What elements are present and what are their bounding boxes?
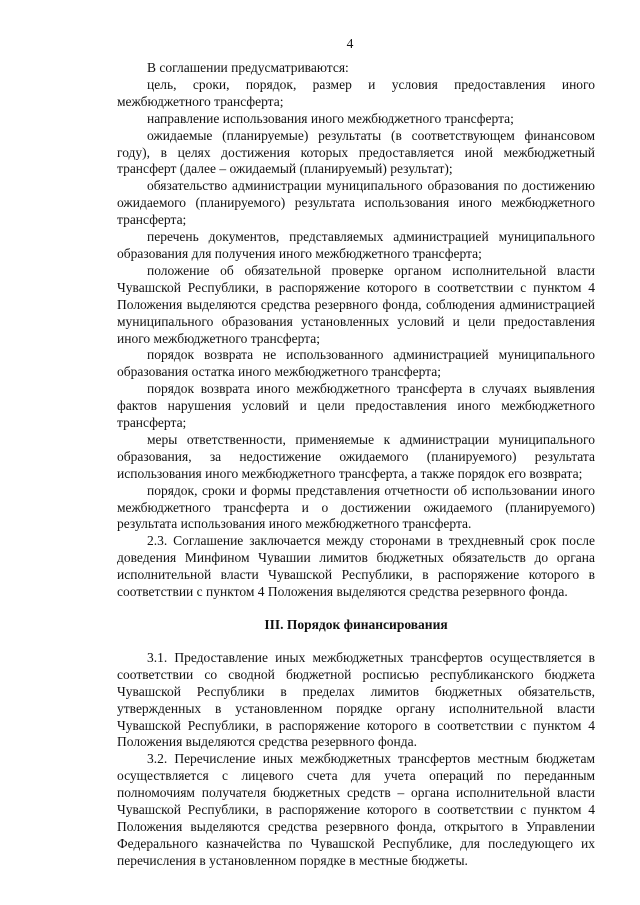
agreement-item: перечень документов, представляемых администрацией муниципального образования для получения иного межбюджетного трансферта; — [117, 229, 595, 261]
agreement-item: ожидаемые (планируемые) результаты (в соответствующем финансовом году), в целях достижения которых предоставляется иной межбюджетный трансферт (далее – ожидаемый (планируемый) результат); — [117, 127, 595, 177]
section-heading: III. Порядок финансирования — [264, 617, 448, 632]
agreement-item: направление использования иного межбюджетного трансферта; — [147, 110, 514, 126]
agreement-item: меры ответственности, применяемые к администрации муниципального образования, за недостижение ожидаемого (планируемого) результата использования иного межбюджетного трансферта, а также порядок его возврата; — [117, 431, 595, 481]
agreement-item: порядок, сроки и формы представления отчетности об использовании иного межбюджетного трансферта и о достижении ожидаемого (планируемого) результата использования иного межбюджетного трансферта. — [117, 482, 595, 532]
clause-2-3: 2.3. Соглашение заключается между сторонами в трехдневный срок после доведения Минфином Чувашии лимитов бюджетных обязательств до органа исполнительной власти Чувашской Республики, в распоряжение которого в соответствии с пунктом 4 Положения выделяются средства резервного фонда. — [117, 533, 595, 600]
clause-3-1: 3.1. Предоставление иных межбюджетных трансфертов осуществляется в соответствии со сводной бюджетной росписью республиканского бюджета Чувашской Республики в пределах лимитов бюджетных обязательств, утвержденных в установленном порядке органу исполнительной власти Чувашской Республики, в распоряжение которого в соответствии с пунктом 4 Положения выделяются средства резервного фонда. — [117, 649, 595, 750]
page-number: 4 — [346, 36, 354, 51]
agreement-item: обязательство администрации муниципального образования по достижению ожидаемого (планируемого) результата использования иного межбюджетного трансферта; — [117, 178, 595, 228]
agreement-item: цель, сроки, порядок, размер и условия предоставления иного межбюджетного трансферта; — [117, 76, 595, 109]
document-body — [117, 60, 595, 870]
agreement-item: порядок возврата не использованного администрацией муниципального образования остатка иного межбюджетного трансферта; — [117, 347, 595, 380]
intro-paragraph: В соглашении предусматриваются: — [147, 60, 349, 75]
agreement-item: порядок возврата иного межбюджетного трансферта в случаях выявления фактов нарушения условий и цели предоставления иного межбюджетного трансферта; — [117, 381, 595, 431]
clause-3-2: 3.2. Перечисление иных межбюджетных трансфертов местным бюджетам осуществляется с лицевого счета для учета операций по переданным полномочиям получателя бюджетных средств – органа исполнительной власти Чувашской Республики, в распоряжение которого в соответствии с пунктом 4 Положения выделяются средства резервного фонда, открытого в Управлении Федерального казначейства по Чувашской Республике, для последующего их перечисления в установленном порядке в местные бюджеты. — [117, 751, 595, 868]
agreement-item: положение об обязательной проверке органом исполнительной власти Чувашской Республики, в распоряжение которого в соответствии с пунктом 4 Положения выделяются средства резервного фонда, соблюдения администрацией муниципального образования установленных условий и цели предоставления иного межбюджетного трансферта; — [117, 262, 595, 346]
